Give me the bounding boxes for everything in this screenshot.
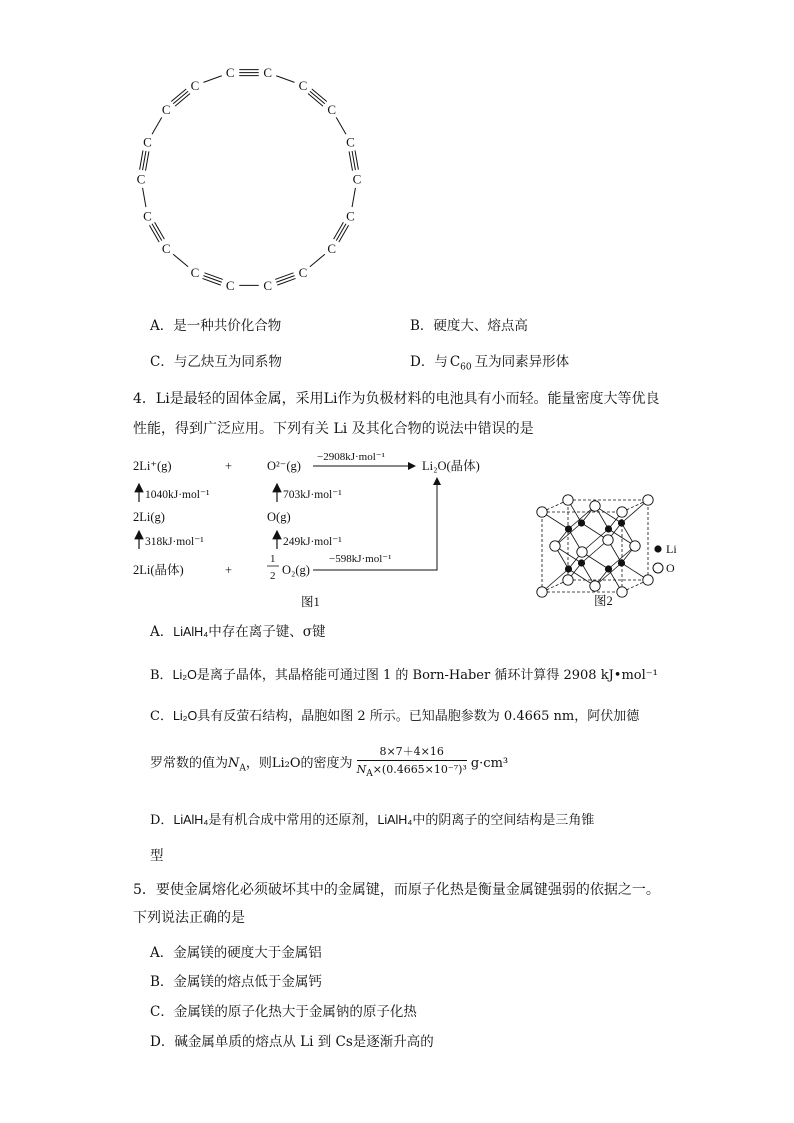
legend-o-label: O <box>666 561 675 575</box>
carbon-atom: C <box>298 77 308 93</box>
lithium-atom <box>618 519 625 526</box>
oxygen-atom <box>617 507 627 517</box>
oxygen-atom <box>563 575 573 585</box>
o2-gas: O₂(g) <box>282 563 310 577</box>
q5-option-d[interactable]: D．碱金属单质的熔点从 Li 到 Cs是逐渐升高的 <box>150 1034 434 1050</box>
triple-bond <box>277 278 295 285</box>
o-gas: O(g) <box>267 510 291 524</box>
q3-option-b[interactable]: B．硬度大、熔点高 <box>410 318 528 334</box>
carbon-atom: C <box>298 265 308 281</box>
lattice-energy-label: −2908kJ·mol⁻¹ <box>317 451 385 463</box>
carbon-atom: C <box>161 102 171 118</box>
single-bond <box>143 188 146 207</box>
density-fraction: $\frac{8\times 7+4\times 16}{N_A\times(0.4665\times 10^{-7})^3}$ <box>356 745 467 780</box>
carbon-atom: C <box>161 240 171 256</box>
lithium-atom <box>618 559 625 566</box>
oxygen-atom <box>617 587 627 597</box>
q4-option-a[interactable]: A．LiAlH₄中存在离子键、σ键 <box>150 624 326 640</box>
ring-atoms <box>137 65 362 293</box>
q3-option-c[interactable]: C．与乙炔互为同系物 <box>150 354 282 370</box>
triple-bond <box>276 276 294 283</box>
li-gas: 2Li(g) <box>133 510 165 524</box>
legend-o-circle <box>653 563 663 573</box>
lithium-atom <box>578 519 585 526</box>
carbon-atom: C <box>327 240 337 256</box>
triple-bond <box>352 151 355 170</box>
triple-bond <box>143 151 146 170</box>
oxygen-atom <box>630 541 640 551</box>
carbon-atom: C <box>190 77 200 93</box>
q4-stem-line1: 4．Li是最轻的固体金属，采用Li作为负极材料的电池具有小而轻。能量密度大等优良 <box>133 391 660 407</box>
q4-option-c-line2: 罗常数的值为$N_A$，则Li₂O的密度为 $\frac{8\times 7+4\times 16}{N_A\times(0.4665\times 10^{-7})^3}$ g·cm³ <box>150 745 509 780</box>
triple-bond <box>203 276 221 283</box>
dissociation-label: 249kJ·mol⁻¹ <box>283 536 342 548</box>
single-bond <box>352 188 355 207</box>
o2-ion-gas: O²⁻(g) <box>267 459 301 473</box>
triple-bond <box>275 273 293 280</box>
born-haber-cycle-figure <box>125 448 505 614</box>
q5-stem-line1: 5．要使金属熔化必须破坏其中的金属键，而原子化热是衡量金属键强弱的依据之一。 <box>133 882 660 898</box>
electron-affinity-label: 703kJ·mol⁻¹ <box>283 489 342 501</box>
ionization-label: 1040kJ·mol⁻¹ <box>145 489 210 501</box>
carbon-ring-figure <box>120 60 380 310</box>
li2o-product: Li₂O(晶体) <box>422 459 480 473</box>
carbon-atom: C <box>225 65 235 81</box>
single-bond <box>310 254 325 267</box>
carbon-atom: C <box>225 277 235 293</box>
plus-top: + <box>225 459 233 473</box>
legend-li-dot <box>654 545 661 552</box>
oxygen-atom <box>577 547 587 557</box>
single-bond <box>336 117 346 134</box>
carbon-atom: C <box>263 65 273 81</box>
li2o-unit-cell-figure <box>530 488 700 614</box>
q4-option-d-line1[interactable]: D．LiAlH₄是有机合成中常用的还原剂，LiAlH₄中的阴离子的空间结构是三角锥 <box>150 813 595 828</box>
carbon-atom: C <box>352 171 362 187</box>
q5-option-c[interactable]: C．金属镁的原子化热大于金属钠的原子化热 <box>150 1004 417 1020</box>
oxygen-atom <box>537 587 547 597</box>
ring-bonds <box>140 70 359 286</box>
q3-option-a[interactable]: A．是一种共价化合物 <box>150 318 282 334</box>
triple-bond <box>349 151 352 170</box>
q4-option-d-line2: 型 <box>150 848 164 864</box>
q4-option-c-line1[interactable]: C．Li₂O具有反萤石结构，晶胞如图 2 所示。已知晶胞参数为 0.4665 nm，阿伏加德 <box>150 709 640 724</box>
oxygen-atom <box>590 581 600 591</box>
triple-bond <box>140 150 143 169</box>
single-bond <box>173 254 188 267</box>
oxygen-atom <box>643 575 653 585</box>
triple-bond <box>146 151 149 170</box>
legend-li-label: Li <box>666 542 677 556</box>
formation-label: −598kJ·mol⁻¹ <box>329 553 392 565</box>
sublimation-label: 318kJ·mol⁻¹ <box>145 536 204 548</box>
q4-stem-line2: 性能，得到广泛应用。下列有关 Li 及其化合物的说法中错误的是 <box>133 421 534 437</box>
half-denominator: 2 <box>270 570 276 582</box>
carbon-atom: C <box>263 277 273 293</box>
q3-option-d[interactable]: D．与 $C_{60}$ 互为同素异形体 <box>410 354 570 373</box>
lithium-atom <box>578 559 585 566</box>
single-bond <box>203 76 221 83</box>
triple-bond <box>355 150 358 169</box>
li-solid: 2Li(晶体) <box>133 563 184 577</box>
triple-bond <box>204 273 222 280</box>
carbon-atom: C <box>346 208 355 224</box>
carbon-atom: C <box>327 102 337 118</box>
lithium-atom <box>605 565 612 572</box>
oxygen-atom <box>563 495 573 505</box>
q5-stem-line2: 下列说法正确的是 <box>133 910 245 926</box>
fig1-caption: 图1 <box>301 595 320 609</box>
carbon-atom: C <box>190 265 200 281</box>
fig2-caption: 图2 <box>594 594 613 608</box>
li-ion-gas: 2Li⁺(g) <box>133 459 172 473</box>
triple-bond <box>202 278 220 285</box>
q5-option-b[interactable]: B．金属镁的熔点低于金属钙 <box>150 974 322 990</box>
carbon-atom: C <box>143 134 152 150</box>
oxygen-atom <box>603 535 613 545</box>
carbon-atom: C <box>346 134 355 150</box>
half-numerator: 1 <box>270 553 276 565</box>
lithium-atom <box>605 525 612 532</box>
q4-option-b[interactable]: B．Li₂O是离子晶体，其晶格能可通过图 1 的 Born-Haber 循环计算得 2908 kJ•mol⁻¹ <box>150 668 658 683</box>
carbon-atom: C <box>143 208 152 224</box>
oxygen-atom <box>643 495 653 505</box>
lithium-atom <box>565 525 572 532</box>
oxygen-atom <box>537 507 547 517</box>
q5-option-a[interactable]: A．金属镁的硬度大于金属铝 <box>150 945 322 961</box>
single-bond <box>276 76 294 83</box>
oxygen-atom <box>590 501 600 511</box>
carbon-atom: C <box>136 171 146 187</box>
plus-bottom: + <box>225 563 233 577</box>
lithium-atom <box>565 565 572 572</box>
oxygen-atom <box>550 541 560 551</box>
single-bond <box>152 117 162 134</box>
